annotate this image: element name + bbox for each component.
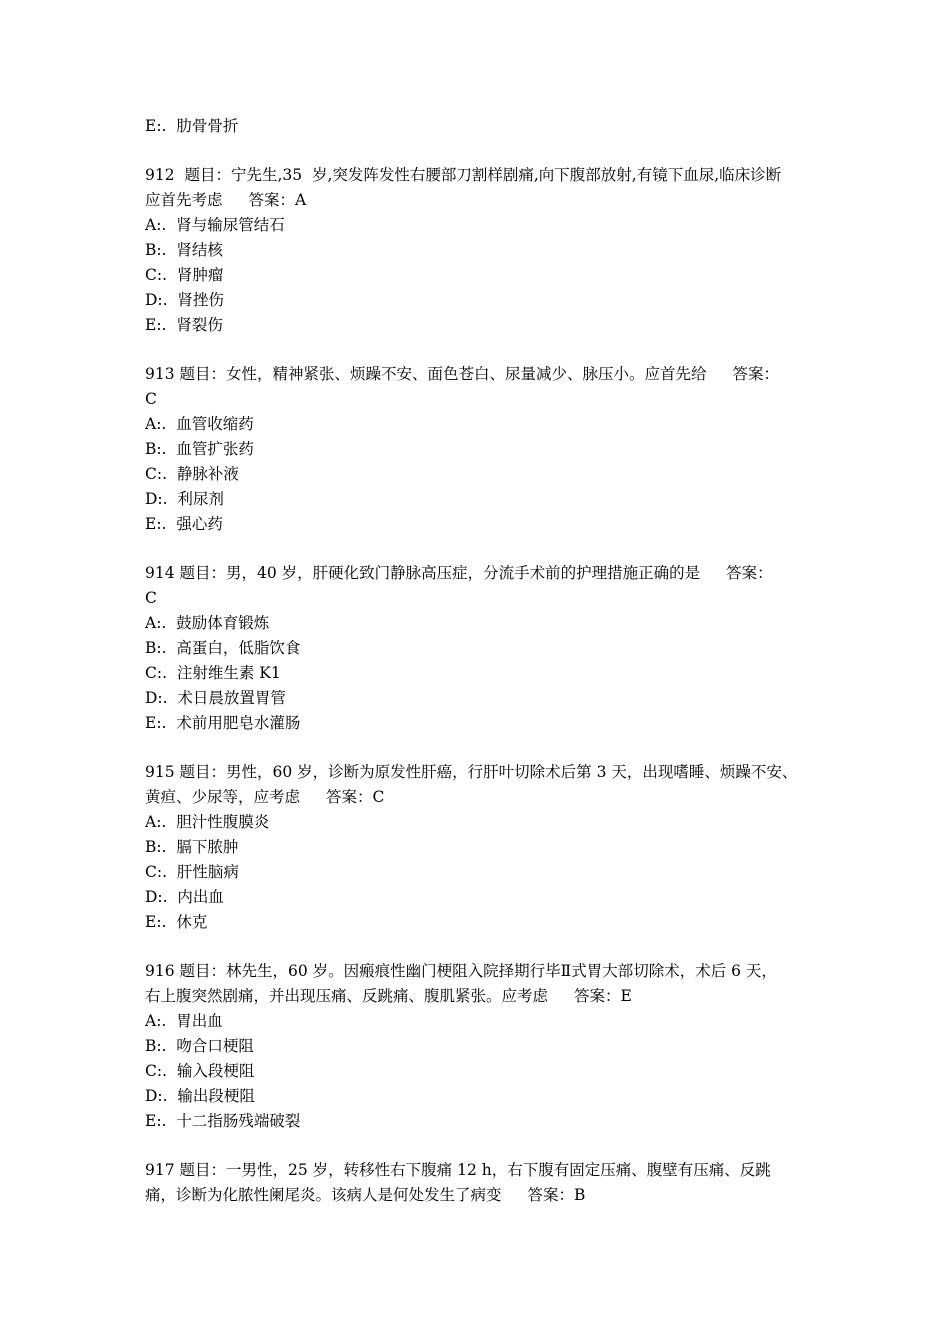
spacer [145,935,810,959]
option-d: D:. 内出血 [145,888,224,906]
option-b: B:. 膈下脓肿 [145,838,239,856]
question-914 [145,561,810,736]
answer-label: 答案： [732,365,780,383]
question-912 [145,163,810,338]
spacer [145,736,810,760]
option-a: A:. 血管收缩药 [145,415,254,433]
answer: 答案：E [574,987,632,1005]
option-e: E:. 休克 [145,913,208,931]
question-stem [145,362,810,387]
option-c: C:. 肝性脑病 [145,863,239,881]
option-b: B:. 肾结核 [145,241,223,259]
question-stem-text: 914 题目：男，40 岁，肝硬化致门静脉高压症，分流手术前的护理措施正确的是 [145,564,701,582]
option-a: A:. 胆汁性腹膜炎 [145,813,270,831]
answer: 答案：C [326,788,385,806]
option-a: A:. 鼓励体育锻炼 [145,614,270,632]
option-e: E:. 强心药 [145,515,223,533]
question-916 [145,959,810,1134]
question-list [145,114,810,1208]
option-c: C:. 静脉补液 [145,465,239,483]
option-b: B:. 吻合口梗阻 [145,1037,254,1055]
question-917 [145,1158,810,1208]
question-stem: 912 题目：宁先生,35 岁,突发阵发性右腰部刀割样剧痛,向下腹部放射,有镜下血尿,临床诊断 [145,166,782,184]
option-c: C:. 输入段梗阻 [145,1062,255,1080]
answer: C [145,390,157,408]
option-e: E:. 肾裂伤 [145,316,223,334]
spacer [145,338,810,362]
option-c: C:. 肾肿瘤 [145,266,224,284]
question-stem-end: 痛，诊断为化脓性阑尾炎。该病人是何处发生了病变 [145,1186,502,1204]
answer-label: 答案： [726,564,773,582]
option-b: B:. 高蛋白，低脂饮食 [145,639,301,657]
question-stem-end: 应首先考虑 [145,191,223,209]
question-stem [145,561,810,586]
answer: 答案：A [248,191,307,209]
question-913 [145,362,810,537]
option-d: D:. 肾挫伤 [145,291,224,309]
question-stem-cont [145,1183,810,1208]
answer: 答案：B [527,1186,586,1204]
option-e: E:. 十二指肠残端破裂 [145,1112,301,1130]
option-e: E:. 肋骨骨折 [145,117,239,135]
option-c: C:. 注射维生素 K1 [145,664,281,682]
question-stem-cont [145,785,810,810]
question-stem-cont [145,188,810,213]
option-a: A:. 肾与输尿管结石 [145,216,285,234]
question-stem: 917 题目：一男性，25 岁，转移性右下腹痛 12 h，右下腹有固定压痛、腹壁有压痛、反跳 [145,1161,771,1179]
question-stem-end: 右上腹突然剧痛，并出现压痛、反跳痛、腹肌紧张。应考虑 [145,987,549,1005]
question-stem: 915 题目：男性，60 岁，诊断为原发性肝癌，行肝叶切除术后第 3 天，出现嗜睡、烦躁不安、 [145,763,798,781]
spacer [145,1134,810,1158]
option-b: B:. 血管扩张药 [145,440,254,458]
option-e: E:. 术前用肥皂水灌肠 [145,714,301,732]
spacer [145,139,810,163]
question-915 [145,760,810,935]
option-d: D:. 利尿剂 [145,490,224,508]
question-stem: 916 题目：林先生，60 岁。因瘢痕性幽门梗阻入院择期行毕Ⅱ式胃大部切除术，术后 6 天， [145,962,777,980]
spacer [145,537,810,561]
answer: C [145,589,157,607]
question-stem-end: 黄疸、少尿等，应考虑 [145,788,301,806]
question-stem-cont [145,984,810,1009]
question-stem-text: 913 题目：女性，精神紧张、烦躁不安、面色苍白、尿量减少、脉压小。应首先给 [145,365,707,383]
option-d: D:. 术日晨放置胃管 [145,689,286,707]
option-d: D:. 输出段梗阻 [145,1087,255,1105]
option-a: A:. 胃出血 [145,1012,223,1030]
